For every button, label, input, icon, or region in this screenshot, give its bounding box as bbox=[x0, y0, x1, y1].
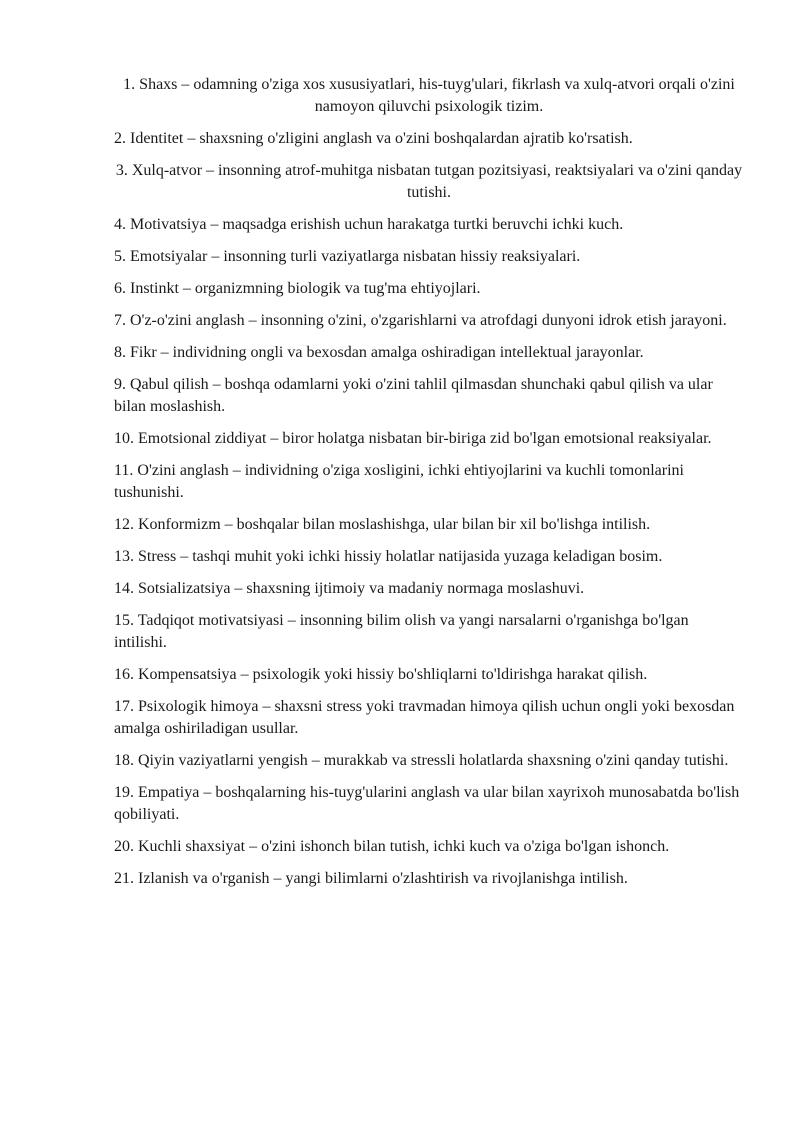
definition-item: 21. Izlanish va o'rganish – yangi bilimlarni o'zlashtirish va rivojlanishga intilish. bbox=[114, 870, 628, 887]
document-page bbox=[114, 74, 744, 900]
definition-item: 18. Qiyin vaziyatlarni yengish – murakkab va stressli holatlarda shaxsning o'zini qanday tutishi. bbox=[114, 752, 729, 769]
definition-item: 13. Stress – tashqi muhit yoki ichki hissiy holatlar natijasida yuzaga keladigan bosim. bbox=[114, 548, 663, 565]
definition-item: 4. Motivatsiya – maqsadga erishish uchun harakatga turtki beruvchi ichki kuch. bbox=[114, 216, 624, 233]
definition-item: 16. Kompensatsiya – psixologik yoki hissiy bo'shliqlarni to'ldirishga harakat qilish. bbox=[114, 666, 648, 683]
definition-item: 10. Emotsional ziddiyat – biror holatga nisbatan bir-biriga zid bo'lgan emotsional reaksiyalar. bbox=[114, 430, 712, 447]
definition-item: 6. Instinkt – organizmning biologik va tug'ma ehtiyojlari. bbox=[114, 280, 481, 297]
definition-item: 8. Fikr – individning ongli va bexosdan amalga oshiradigan intellektual jarayonlar. bbox=[114, 344, 644, 361]
definition-item: 14. Sotsializatsiya – shaxsning ijtimoiy va madaniy normaga moslashuvi. bbox=[114, 580, 585, 597]
definition-item: 12. Konformizm – boshqalar bilan moslashishga, ular bilan bir xil bo'lishga intilish. bbox=[114, 516, 651, 533]
definition-item: 7. O'z-o'zini anglash – insonning o'zini, o'zgarishlarni va atrofdagi dunyoni idrok etish jarayoni. bbox=[114, 312, 727, 329]
definition-item: 2. Identitet – shaxsning o'zligini anglash va o'zini boshqalardan ajratib ko'rsatish. bbox=[114, 130, 633, 147]
definition-item: 19. Empatiya – boshqalarning his-tuyg'ularini anglash va ular bilan xayrixoh munosabatda bo'lish qobiliyati. bbox=[114, 784, 740, 823]
definition-item: 9. Qabul qilish – boshqa odamlarni yoki o'zini tahlil qilmasdan shunchaki qabul qilish va ular bilan moslashish. bbox=[114, 376, 713, 415]
definition-item: 5. Emotsiyalar – insonning turli vaziyatlarga nisbatan hissiy reaksiyalari. bbox=[114, 248, 581, 265]
definition-item: 3. Xulq-atvor – insonning atrof-muhitga nisbatan tutgan pozitsiyasi, reaktsiyalari va o'zini qanday tutishi. bbox=[115, 162, 743, 201]
definition-item: 15. Tadqiqot motivatsiyasi – insonning bilim olish va yangi narsalarni o'rganishga bo'lgan intilishi. bbox=[114, 612, 689, 651]
definition-item: 11. O'zini anglash – individning o'ziga xosligini, ichki ehtiyojlarini va kuchli tomonlarini tushunishi. bbox=[114, 462, 684, 501]
definition-item: 1. Shaxs – odamning o'ziga xos xususiyatlari, his-tuyg'ulari, fikrlash va xulq-atvori orqali o'zini namoyon qiluvchi psixologik tizim. bbox=[123, 76, 735, 115]
definition-item: 20. Kuchli shaxsiyat – o'zini ishonch bilan tutish, ichki kuch va o'ziga bo'lgan ishonch. bbox=[114, 838, 670, 855]
definition-item: 17. Psixologik himoya – shaxsni stress yoki travmadan himoya qilish uchun ongli yoki bexosdan amalga oshiriladigan usullar. bbox=[114, 698, 735, 737]
